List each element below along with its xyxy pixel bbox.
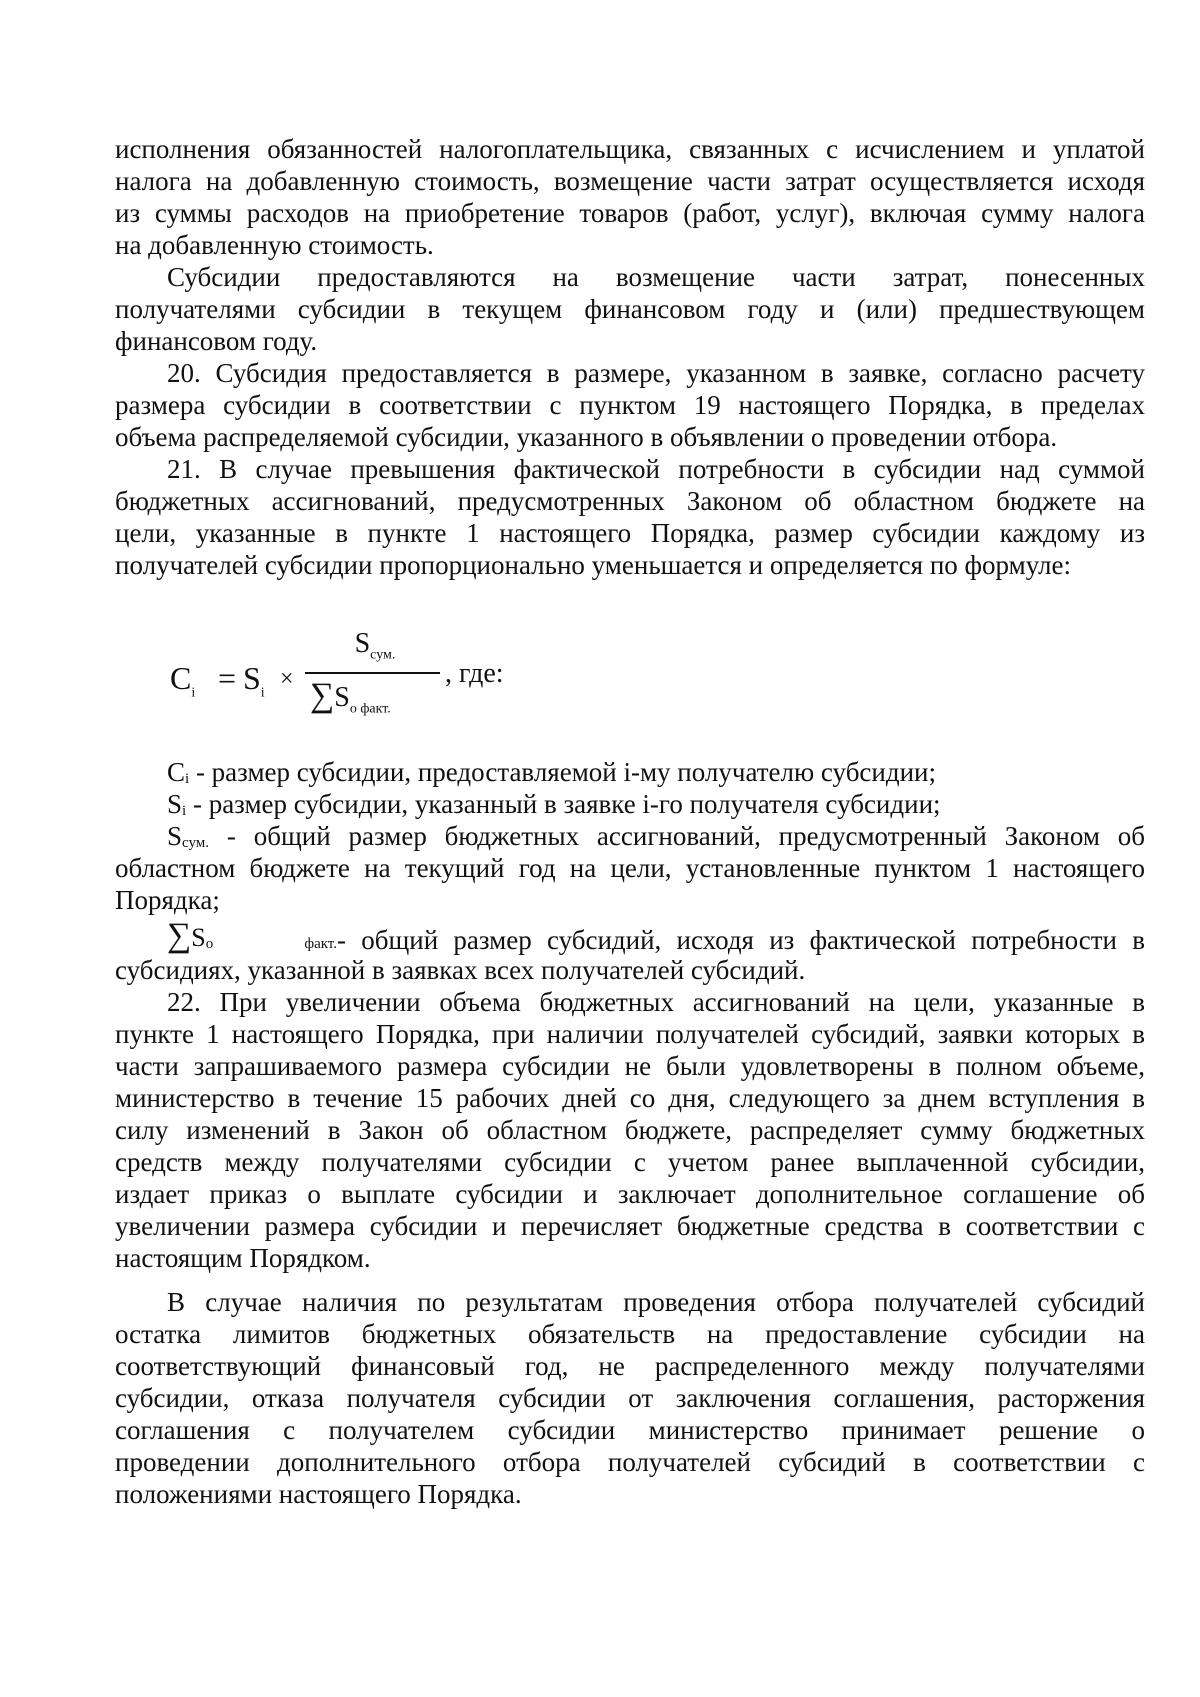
text-line: остатка лимитов бюджетных обязательств на предоставление субсидии на — [115, 1319, 1145, 1349]
text-line: на добавленную стоимость. — [115, 230, 434, 260]
text-line: 20. Субсидия предоставляется в размере, указанном в заявке, согласно расчету — [167, 358, 1145, 388]
text-line: настоящим Порядком. — [115, 1243, 371, 1273]
text-line: В случае наличия по результатам проведения отбора получателей субсидий — [167, 1287, 1145, 1317]
text-line: издает приказ о выплате субсидии и заключает дополнительное соглашение об — [115, 1179, 1145, 1209]
text-line: из суммы расходов на приобретение товаров (работ, услуг), включая сумму налога — [115, 198, 1145, 228]
text-line: пункте 1 настоящего Порядка, при наличии получателей субсидий, заявки которых в — [115, 1019, 1145, 1049]
text-line: 21. В случае превышения фактической потребности в субсидии над суммой — [167, 454, 1145, 484]
definition-ci: $C_i$ - размер субсидии, предоставляемой i-му получателю субсидии; — [167, 757, 936, 787]
text-line: объема распределяемой субсидии, указанного в объявлении о проведении отбора. — [115, 422, 1058, 452]
sum-symbol: $\sum S_{о факт.}$ — [167, 917, 337, 954]
sigma-icon: ∑ — [310, 677, 335, 714]
text-line: соглашения с получателем субсидии министерство принимает решение о — [115, 1415, 1145, 1445]
text-line: финансовом году. — [115, 326, 318, 356]
text-line: получателей субсидии пропорционально уменьшается и определяется по формуле: — [115, 550, 1071, 580]
text-line: размера субсидии в соответствии с пунктом 19 настоящего Порядка, в пределах — [115, 390, 1145, 420]
text-block-top — [115, 133, 1145, 581]
text-line: проведении дополнительного отбора получателей субсидий в соответствии с — [115, 1447, 1145, 1477]
fraction-bar — [305, 672, 440, 674]
definition-ssum: $S_{сум.}$ - общий размер бюджетных ассигнований, предусмотренный Законом об — [167, 821, 1145, 851]
text-line: бюджетных ассигнований, предусмотренных Законом об областном бюджете на — [115, 486, 1145, 516]
text-line: части запрашиваемого размера субсидии не были удовлетворены в полном объеме, — [115, 1051, 1145, 1081]
subsidy-formula — [170, 628, 570, 728]
text-line: соответствующий финансовый год, не распределенного между получателями — [115, 1351, 1145, 1381]
text-line: положениями настоящего Порядка. — [115, 1479, 522, 1509]
text-line: Субсидии предоставляются на возмещение части затрат, понесенных — [167, 262, 1145, 292]
text-line: получателями субсидии в текущем финансовом году и (или) предшествующем — [115, 294, 1145, 324]
sigma-icon: ∑ — [167, 917, 192, 954]
text-line: министерство в течение 15 рабочих дней со дня, следующего за днем вступления в — [115, 1083, 1145, 1113]
text-block-bottom — [115, 756, 1145, 1510]
text-line: налога на добавленную стоимость, возмещение части затрат осуществляется исходя — [115, 166, 1145, 196]
text-line: 22. При увеличении объема бюджетных ассигнований на цели, указанные в — [167, 987, 1145, 1017]
text-line: Порядка; — [115, 885, 220, 915]
text-line: исполнения обязанностей налогоплательщика, связанных с исчислением и уплатой — [115, 134, 1145, 164]
text-line: средств между получателями субсидии с учетом ранее выплаченной субсидии, — [115, 1147, 1145, 1177]
text-line: субсидиях, указанной в заявках всех получателей субсидий. — [115, 955, 806, 985]
formula-equals: = — [218, 660, 237, 696]
formula-times: × — [280, 666, 294, 692]
formula-si: $S_i$ — [243, 660, 265, 701]
text-line: увеличении размера субсидии и перечисляет бюджетные средства в соответствии с — [115, 1211, 1145, 1241]
formula-numerator: $S_{сум.}$ — [354, 628, 396, 663]
text-line: цели, указанные в пункте 1 настоящего Порядка, размер субсидии каждому из — [115, 518, 1145, 548]
text-line: субсидии, отказа получателя субсидии от заключения соглашения, расторжения — [115, 1383, 1145, 1413]
formula-ci: $C_i$ — [170, 660, 196, 701]
formula-where: , где: — [445, 658, 504, 689]
formula-denominator: $\sum S_{о факт.}$ — [310, 677, 391, 717]
definition-si: $S_i$ - размер субсидии, указанный в заявке i-го получателя субсидии; — [167, 789, 941, 819]
text-line: областном бюджете на текущий год на цели, установленные пунктом 1 настоящего — [115, 853, 1145, 883]
definition-sfact: $\sum S_{о факт.}-$ общий размер субсидий, исходя из фактической потребности в — [115, 916, 1145, 954]
text-line: силу изменений в Закон об областном бюджете, распределяет сумму бюджетных — [115, 1115, 1145, 1145]
